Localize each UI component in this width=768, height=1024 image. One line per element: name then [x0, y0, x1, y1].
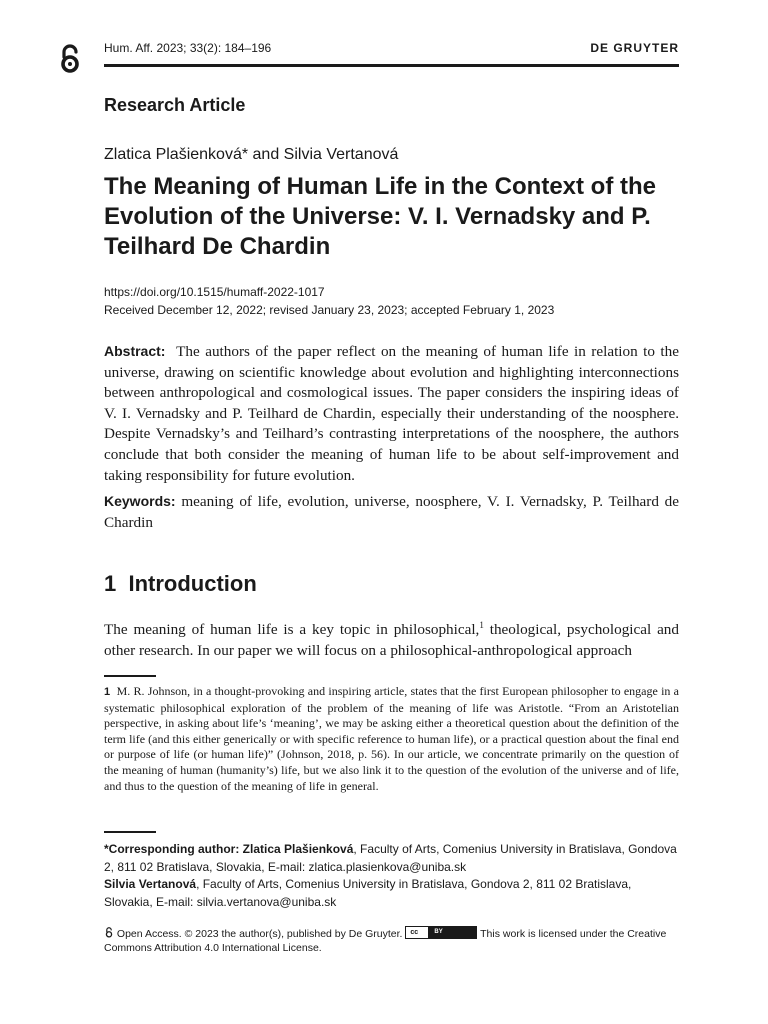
keywords-text: meaning of life, evolution, universe, noosphere, V. I. Vernadsky, P. Teilhard de Chardin: [104, 493, 680, 531]
correspondence: [104, 841, 679, 911]
correspondence-rule: [104, 831, 156, 833]
footnote-rule: [104, 675, 156, 677]
section-number: 1: [104, 571, 117, 596]
doi-link[interactable]: https://doi.org/10.1515/humaff-2022-1017: [104, 285, 325, 299]
license-text-end: This work is licensed under the Creative Commons Attribution 4.0 International License.: [104, 928, 667, 954]
keywords: [104, 491, 679, 533]
footnote-text: M. R. Johnson, in a thought-provoking and inspiring article, states that the first European philosopher to engage in a systematic philosophical exploration of the problem of the meaning of life was Aristotle. “From an Aristotelian perspective, in asking about life’s ‘meaning’, we may be asking either a theoretical question about the definition of the term life (and this either generically or with specific reference to human life), or a practical question about the final end or purpose of life (or human life)” (Johnson, 2018, p. 56). In our article, we concentrate primarily on the question of the meaning of human (humanity’s) life, but we also link it to the question of the evolution of the universe and of life, and thus to the question of the meaning of life in general.: [104, 684, 679, 793]
abstract-text: The authors of the paper reflect on the meaning of human life in relation to the universe, drawing on scientific knowledge about evolution and highlighting interconnections between anthropological and cosmological issues. The paper considers the inspiring ideas of V. I. Vernadsky and P. Teilhard de Chardin, especially their understanding of the noosphere. Despite Vernadsky’s and Teilhard’s contrasting interpretations of the noosphere, the authors conclude that both consider the meaning of human life to be about self-improvement and taking responsibility for future evolution.: [104, 343, 679, 484]
footnote-number: 1: [104, 686, 111, 698]
intro-paragraph: [104, 620, 679, 661]
corresponding-affiliation: , Faculty of Arts, Comenius University in Bratislava, Gondova 2, 811 02 Bratislava, Slovakia, E-mail: zlatica.plasienkova@uniba.sk: [104, 842, 677, 874]
submission-history: Received December 12, 2022; revised January 23, 2023; accepted February 1, 2023: [104, 303, 555, 317]
second-author: Silvia Vertanová: [104, 877, 197, 891]
cc-by-badge[interactable]: [405, 926, 477, 939]
by-icon: BY: [428, 927, 476, 938]
footnote-ref[interactable]: 1: [479, 619, 484, 630]
header-rule: [104, 64, 679, 67]
second-affiliation: , Faculty of Arts, Comenius University in Bratislava, Gondova 2, 811 02 Bratislava, Slovakia, E-mail: silvia.vertanova@uniba.sk: [104, 877, 632, 909]
license-statement: [104, 926, 679, 955]
abstract-label: Abstract:: [104, 343, 166, 359]
section-heading: [104, 571, 257, 597]
article-title: The Meaning of Human Life in the Context of the Evolution of the Universe: V. I. Vernadsky and P. Teilhard De Chardin: [104, 173, 656, 260]
section-title: Introduction: [128, 571, 257, 596]
footnote: [104, 684, 679, 794]
article-type: Research Article: [104, 95, 246, 115]
keywords-label: Keywords:: [104, 493, 176, 509]
intro-text-end: theological, psychological and other research. In our paper we will focus on a philosophical-anthropological approach: [104, 621, 679, 659]
intro-text-start: The meaning of human life is a key topic in philosophical,: [104, 621, 480, 638]
corresponding-author: *Corresponding author: Zlatica Plašienková: [104, 842, 354, 856]
open-access-icon: [104, 927, 114, 938]
cc-icon: cc: [410, 929, 419, 936]
publisher-name: DE GRUYTER: [590, 41, 679, 55]
open-access-icon: [57, 44, 83, 74]
license-text-start: Open Access. © 2023 the author(s), published by De Gruyter.: [116, 928, 403, 940]
journal-reference: Hum. Aff. 2023; 33(2): 184–196: [104, 41, 272, 55]
abstract: [104, 341, 679, 486]
authors: Zlatica Plašienková* and Silvia Vertanová: [104, 146, 399, 163]
